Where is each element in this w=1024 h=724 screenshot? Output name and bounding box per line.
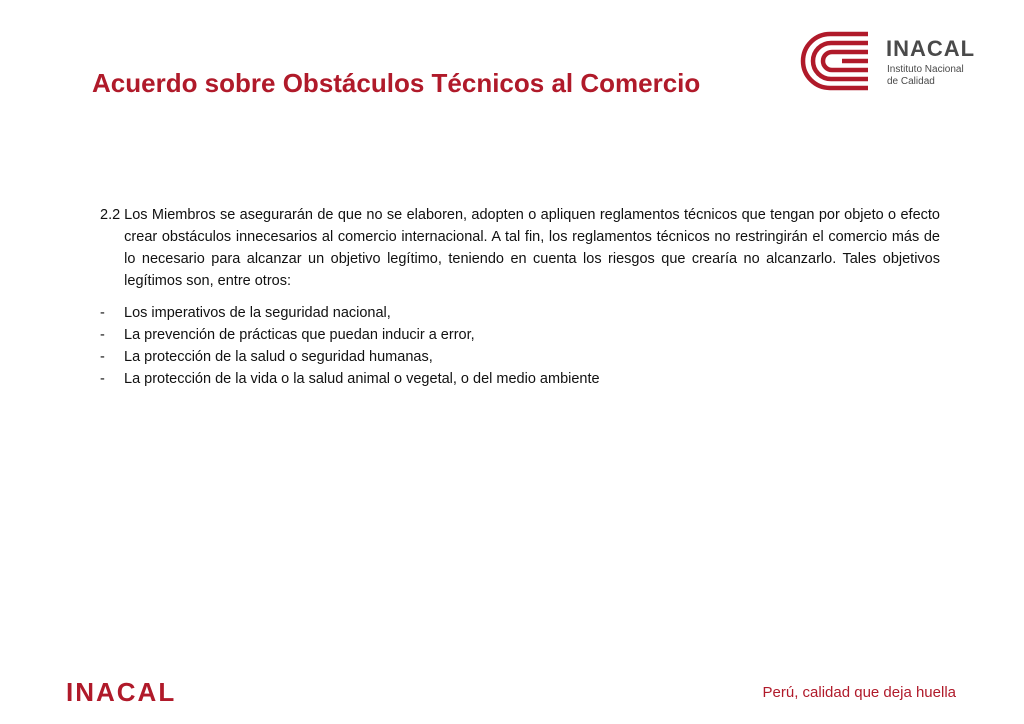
objectives-list — [100, 302, 940, 390]
list-item-text: La protección de la salud o seguridad humanas, — [124, 349, 433, 365]
page-title: Acuerdo sobre Obstáculos Técnicos al Comercio — [92, 68, 701, 98]
article-text: Los Miembros se asegurarán de que no se elaboren, adopten o apliquen reglamentos técnicos que tengan por objeto o efecto crear obstáculos innecesarios al comercio internacional. A tal fin, los reglamentos técnicos no restringirán el comercio más de lo necesario para alcanzar un objetivo legítimo, teniendo en cuenta los riesgos que crearía no alcanzarlo. Tales objetivos legítimos son, entre otros: — [124, 207, 940, 289]
article-paragraph — [100, 204, 940, 292]
footer-slogan: Perú, calidad que deja huella — [762, 684, 956, 701]
list-item — [100, 324, 940, 346]
list-item — [100, 302, 940, 324]
article-number: 2.2 — [100, 207, 121, 223]
logo-subtitle-line2: de Calidad — [887, 76, 935, 87]
logo-name: INACAL — [886, 36, 976, 61]
list-item — [100, 346, 940, 368]
list-dash: - — [100, 349, 105, 365]
list-dash: - — [100, 305, 105, 321]
list-item-text: La prevención de prácticas que puedan inducir a error, — [124, 327, 475, 343]
inacal-logo-text — [886, 38, 990, 88]
inacal-logo — [800, 30, 990, 96]
list-item-text: La protección de la vida o la salud animal o vegetal, o del medio ambiente — [124, 371, 600, 387]
logo-subtitle-line1: Instituto Nacional — [887, 64, 964, 75]
list-dash: - — [100, 327, 105, 343]
inacal-logo-mark-icon — [800, 30, 876, 92]
list-item — [100, 368, 940, 390]
list-dash: - — [100, 371, 105, 387]
document-body — [100, 204, 940, 390]
footer-logo: INACAL — [66, 677, 177, 707]
logo-subtitle — [887, 64, 964, 88]
list-item-text: Los imperativos de la seguridad nacional, — [124, 305, 391, 321]
